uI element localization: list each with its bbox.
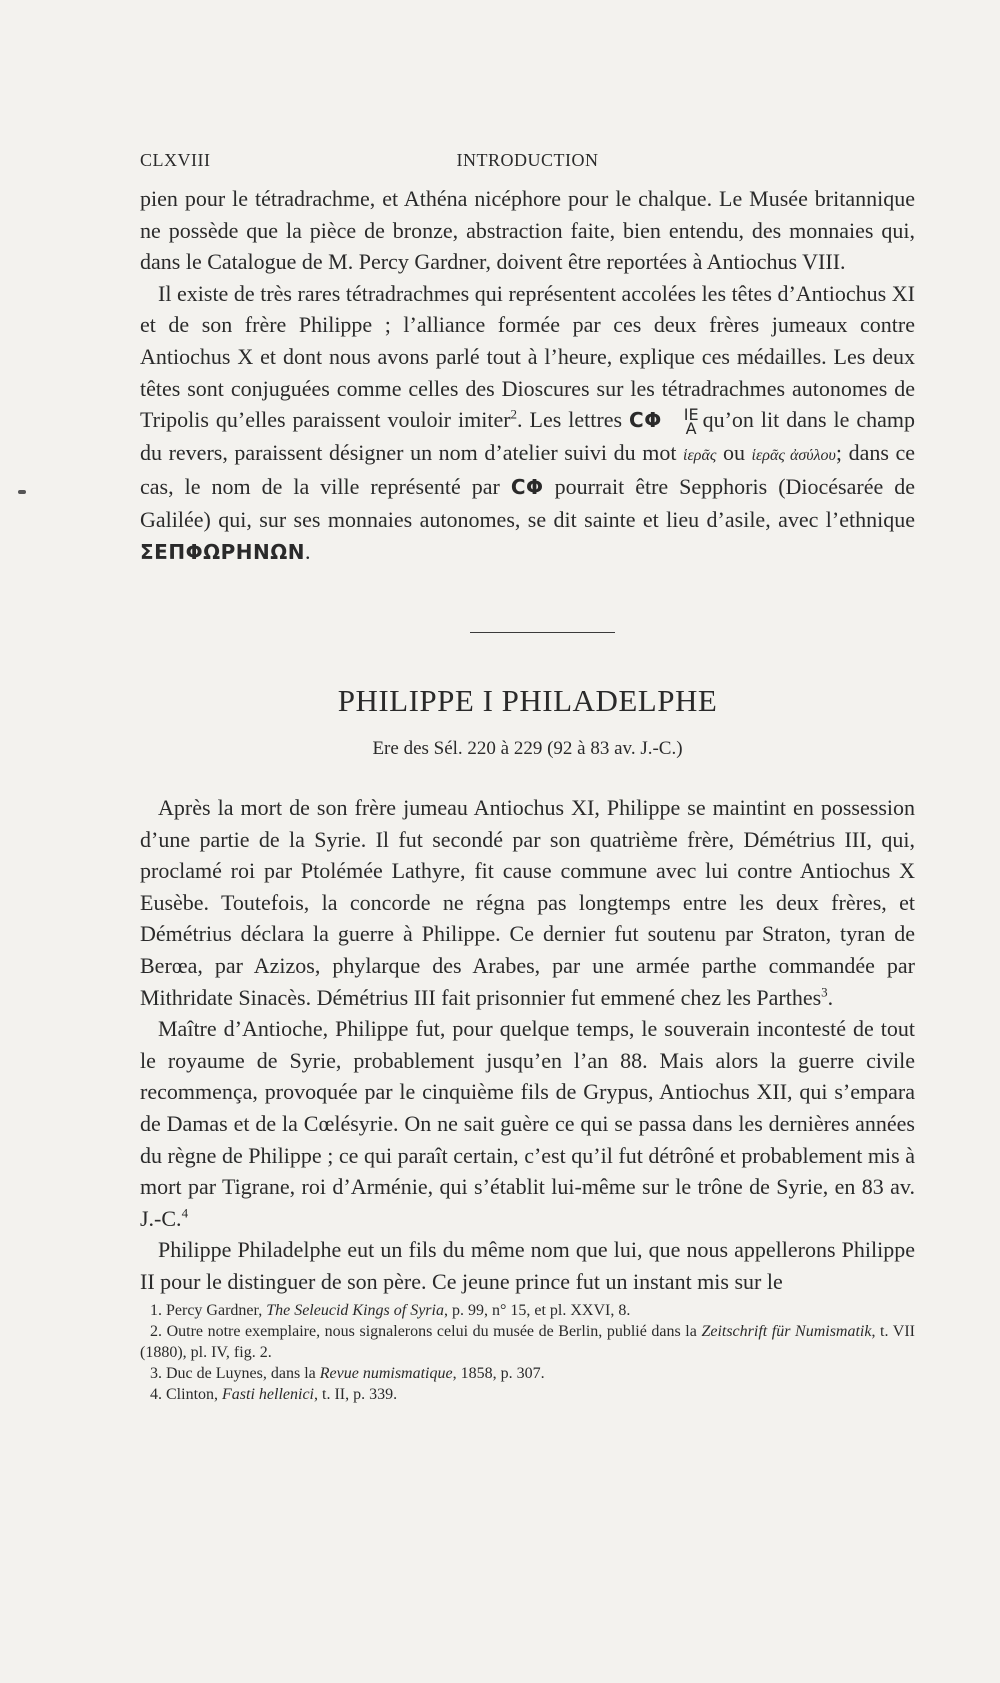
- monogram-stack: IE A: [683, 405, 699, 439]
- section-subtitle: Ere des Sél. 220 à 229 (92 à 83 av. J.-C.): [372, 738, 683, 759]
- greek-ethnic: ΣΕΠΦΩΡΗΝΩΝ: [140, 539, 305, 564]
- paragraph-4: Maître d’Antioche, Philippe fut, pour quelque temps, le souverain incontesté de tout le royaume de Syrie, probablement jusqu’en l’an 88. Mais alors la guerre civile recommença, provoquée par le cinquième fils de Grypus, Antiochus XII, qui s’empara de Damas et de la Cœlésyrie. On ne sait guère ce qui se passa dans les dernières années du règne de Philippe ; ce qui paraît certain, c’est qu’il fut détrôné et probablement mis à mort par Tigrane, roi d’Arménie, qui s’établit lui-même sur le trône de Syrie, en 83 av. J.-C.$^4$: [140, 1016, 915, 1231]
- footnote: 4. Clinton, Fasti hellenici, t. II, p. 339.: [150, 1386, 398, 1403]
- paragraph-3: Après la mort de son frère jumeau Antiochus XI, Philippe se maintint en possession d’une partie de la Syrie. Il fut secondé par son quatrième frère, Démétrius III, qui, proclamé roi par Ptolémée Lathyre, fit cause commune avec lui contre Antiochus X Eusèbe. Toutefois, la concorde ne régna pas longtemps entre les deux frères, et Démétrius déclara la guerre à Philippe. Ce dernier fut soutenu par Straton, tyran de Berœa, par Azizos, phylarque des Arabes, par une armée parthe commandée par Mithridate Sinacès. Démétrius III fait prisonnier fut emmené chez les Parthes$^3$.: [140, 795, 915, 1010]
- footnote-ref: 2: [510, 406, 518, 422]
- section-divider: [470, 632, 615, 633]
- monogram-text: CΦ: [510, 475, 544, 500]
- section-title: PHILIPPE I PHILADELPHE: [337, 683, 718, 718]
- running-title: INTRODUCTION: [456, 150, 599, 170]
- body-text-bottom: [140, 792, 915, 1298]
- paragraph-1: pien pour le tétradrachme, et Athéna nicéphore pour le chalque. Le Musée britannique ne possède que la pièce de bronze, abstraction faite, bien entendu, des monnaies qui, dans le Catalogue de M. Percy Gardner, doivent être reportées à Antiochus VIII.: [140, 186, 915, 275]
- footnotes: [140, 1300, 915, 1405]
- body-text-top: [140, 183, 915, 568]
- footnote: 2. Outre notre exemplaire, nous signalerons celui du musée de Berlin, publié dans la Zeitschrift für Numismatik, t. VII (1880), pl. IV, fig. 2.: [140, 1323, 915, 1361]
- paragraph-5: Philippe Philadelphe eut un fils du même nom que lui, que nous appellerons Philippe II pour le distinguer de son père. Ce jeune prince fut un instant mis sur le: [140, 1237, 915, 1294]
- monogram-text: CΦ: [629, 408, 662, 433]
- footnote-ref: 3: [821, 984, 828, 1000]
- page-number: CLXVIII: [140, 150, 211, 170]
- footnote: 1. Percy Gardner, The Seleucid Kings of Syria, p. 99, n° 15, et pl. XXVI, 8.: [150, 1302, 631, 1319]
- greek-word: ἱερᾶς: [683, 446, 717, 464]
- footnote: 3. Duc de Luynes, dans la Revue numismatique, 1858, p. 307.: [150, 1365, 545, 1382]
- margin-mark: [18, 490, 26, 494]
- footnote-ref: 4: [181, 1205, 189, 1221]
- greek-phrase: ἱερᾶς ἀσύλου: [751, 446, 836, 464]
- paragraph-2: Il existe de très rares tétradrachmes qui représentent accolées les têtes d’Antiochus XI et de son frère Philippe ; l’alliance formée par ces deux frères jumeaux contre Antiochus X et dont nous avons parlé tout à l’heure, explique ces médailles. Les deux têtes sont conjuguées comme celles des Dioscures sur les tétradrachmes autonomes de Tripolis qu’elles paraissent vouloir imiter$^2$. Les lettres CΦ IE A qu’on lit dans le champ du revers, paraissent désigner un nom d’atelier suivi du mot ἱερᾶς ou ἱερᾶς ἀσύλου; dans ce cas, le nom de la ville représenté par CΦ pourrait être Sepphoris (Diocésarée de Galilée) qui, sur ses monnaies autonomes, se dit sainte et lieu d’asile, avec l’ethnique ΣΕΠΦΩΡΗΝΩΝ.: [140, 280, 916, 564]
